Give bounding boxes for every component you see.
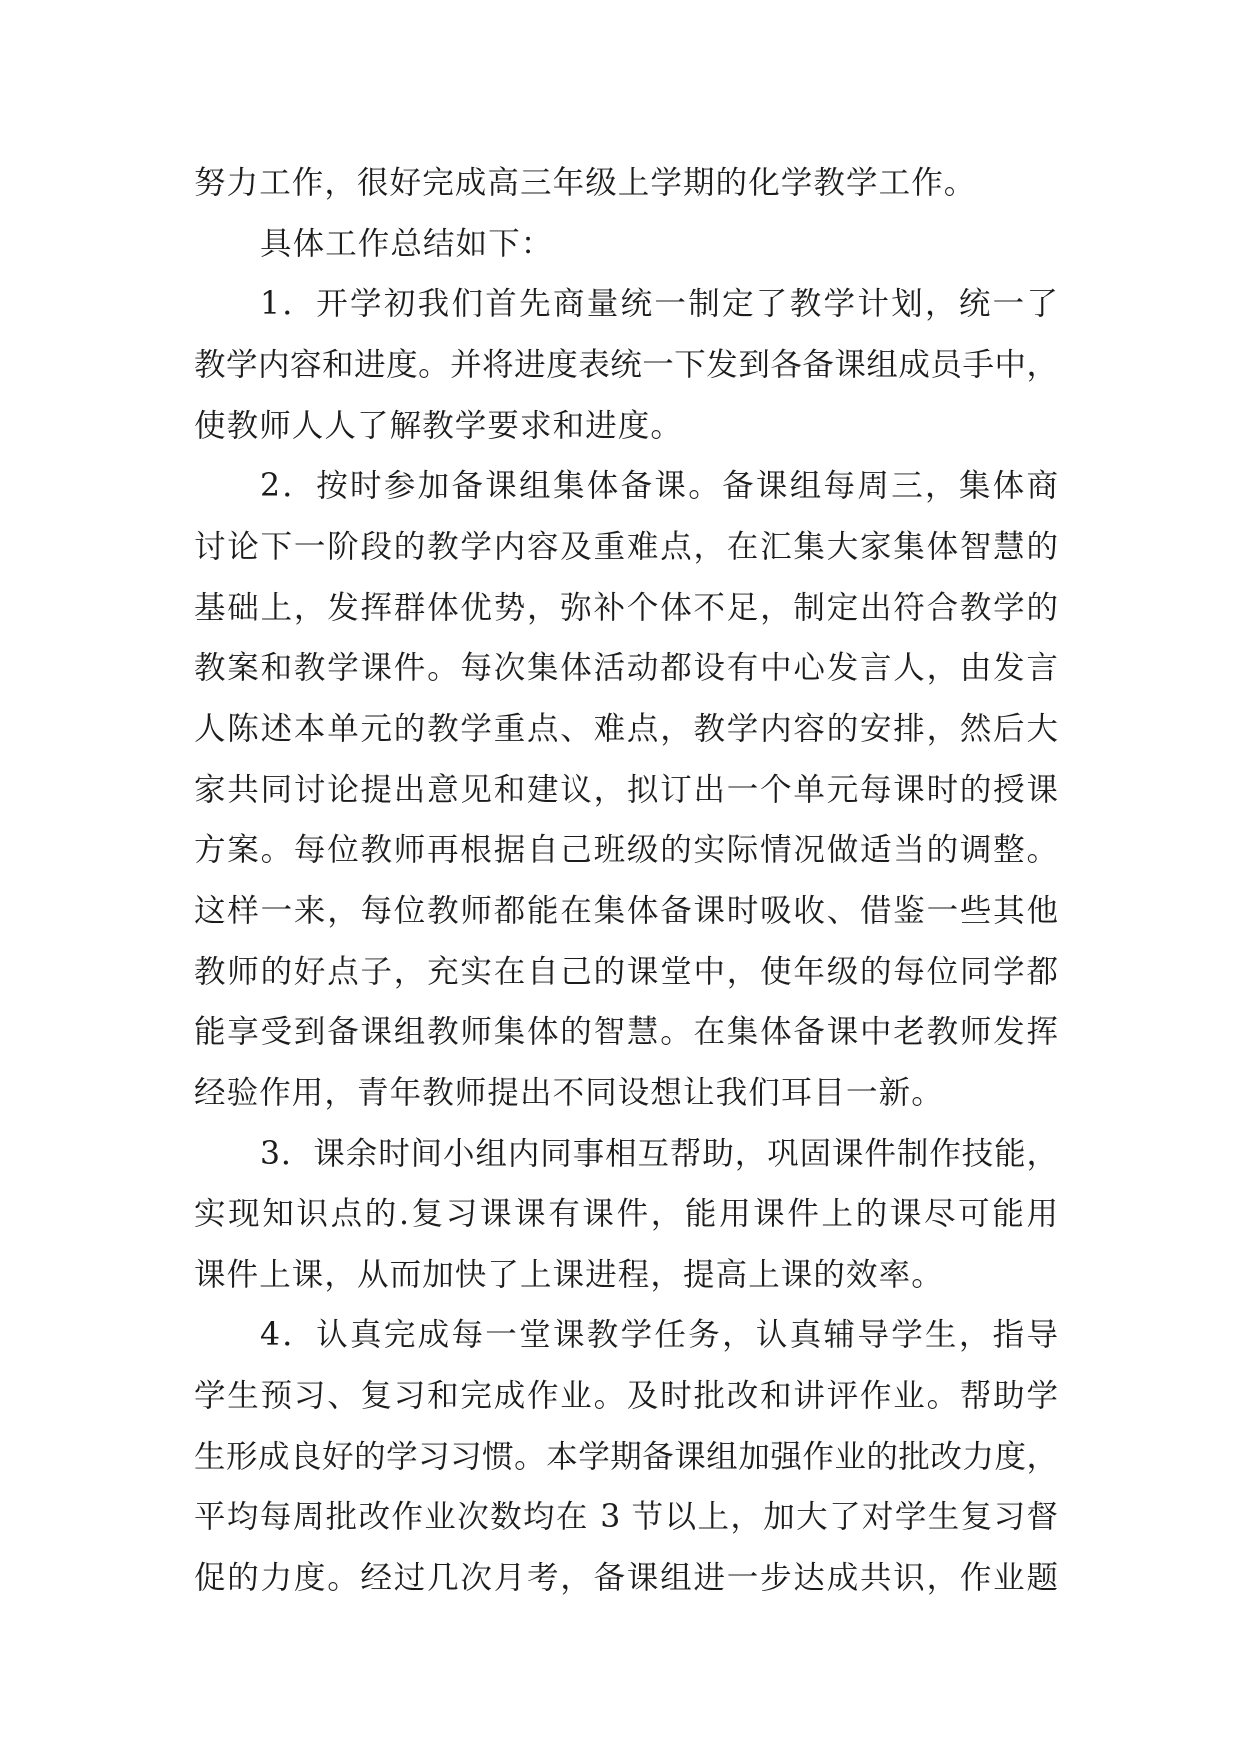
text-line: 教学内容和进度。并将进度表统一下发到各备课组成员手中， — [194, 346, 1058, 383]
text-line: 教师的好点子，充实在自己的课堂中，使年级的每位同学都 — [194, 953, 1058, 990]
text-line: 教案和教学课件。每次集体活动都设有中心发言人，由发言 — [194, 650, 1058, 687]
text-line: 人陈述本单元的教学重点、难点，教学内容的安排，然后大 — [194, 710, 1058, 747]
text-line: 经验作用，青年教师提出不同设想让我们耳目一新。 — [194, 1074, 944, 1111]
text-line: 促的力度。经过几次月考，备课组进一步达成共识，作业题 — [194, 1560, 1058, 1597]
text-line: 具体工作总结如下： — [260, 225, 554, 262]
text-line: 努力工作，很好完成高三年级上学期的化学教学工作。 — [194, 165, 977, 201]
text-line: 使教师人人了解教学要求和进度。 — [194, 407, 684, 444]
text-line: 2．按时参加备课组集体备课。备课组每周三，集体商 — [260, 468, 1058, 505]
text-line: 这样一来，每位教师都能在集体备课时吸收、借鉴一些其他 — [194, 892, 1058, 929]
text-line: 讨论下一阶段的教学内容及重难点，在汇集大家集体智慧的 — [194, 528, 1058, 565]
text-line: 家共同讨论提出意见和建议，拟订出一个单元每课时的授课 — [194, 771, 1058, 808]
text-line: 方案。每位教师再根据自己班级的实际情况做适当的调整。 — [194, 832, 1058, 869]
body-text — [194, 153, 1058, 1609]
text-line: 基础上，发挥群体优势，弥补个体不足，制定出符合教学的 — [194, 589, 1058, 626]
text-line: 4．认真完成每一堂课教学任务，认真辅导学生，指导 — [260, 1317, 1058, 1354]
text-line: 能享受到备课组教师集体的智慧。在集体备课中老教师发挥 — [194, 1014, 1058, 1051]
text-line: 3．课余时间小组内同事相互帮助，巩固课件制作技能， — [260, 1135, 1058, 1172]
text-line: 生形成良好的学习习惯。本学期备课组加强作业的批改力度， — [194, 1438, 1058, 1475]
text-line: 平均每周批改作业次数均在 3 节以上，加大了对学生复习督 — [194, 1499, 1058, 1536]
text-line: 实现知识点的.复习课课有课件，能用课件上的课尽可能用 — [194, 1196, 1058, 1233]
text-line: 1．开学初我们首先商量统一制定了教学计划，统一了 — [260, 286, 1058, 323]
text-line: 课件上课，从而加快了上课进程，提高上课的效率。 — [194, 1256, 944, 1293]
text-line: 学生预习、复习和完成作业。及时批改和讲评作业。帮助学 — [194, 1378, 1058, 1415]
